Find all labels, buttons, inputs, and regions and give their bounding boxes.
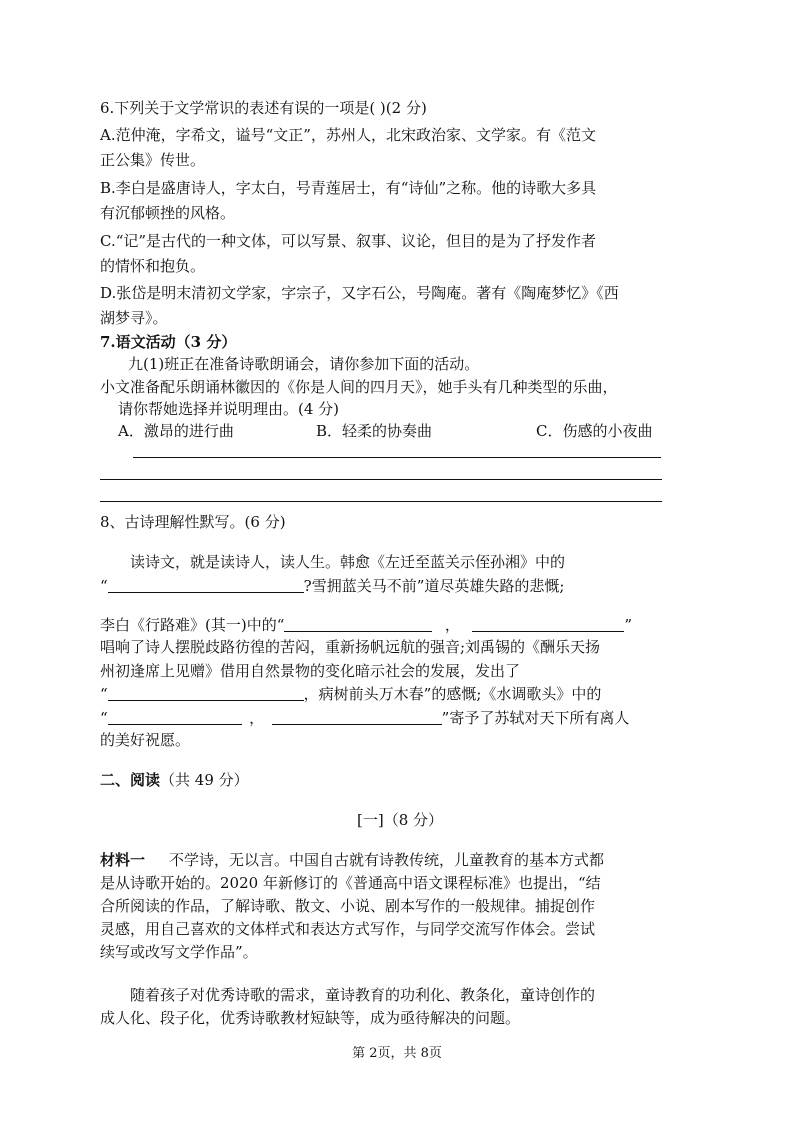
q8-line7 [100, 708, 629, 728]
q7-option-c: C．伤感的小夜曲 [536, 422, 653, 440]
q7-intro: 九(1)班正在准备诗歌朗诵会，请你参加下面的活动。 [128, 355, 480, 373]
q7-question-line2: 请你帮她选择并说明理由。(4 分) [118, 400, 340, 418]
section2-sub-heading: [一]（8 分） [357, 811, 444, 829]
blank-3[interactable] [472, 616, 624, 632]
open-quote: “ [100, 577, 108, 595]
q8-line3-text: 李白《行路难》(其一)中的“ [100, 616, 285, 634]
page-footer: 第 2页，共 8页 [352, 1046, 442, 1061]
q8-line8: 的美好祝愿。 [100, 731, 191, 749]
q6-stem: 6.下列关于文学常识的表述有误的一项是( )(2 分) [100, 99, 427, 117]
q6-option-c-line1: C.“记”是古代的一种文体，可以写景、叙事、议论，但目的是为了抒发作者 [100, 232, 597, 250]
section2-title: 二、阅读 [100, 771, 161, 789]
q6-option-c-line2: 的情怀和抱负。 [100, 257, 206, 275]
open-quote: “ [100, 709, 108, 727]
answer-line-1[interactable] [133, 457, 661, 458]
q8-line6-text: ，病树前头万木春”的感慨;《水调歌头》中的 [303, 685, 602, 703]
q7-option-a: A．激昂的进行曲 [118, 422, 234, 440]
q7-title: 7.语文活动（3 分） [100, 333, 237, 351]
comma: ， [249, 709, 265, 727]
q8-title: 8、古诗理解性默写。(6 分) [100, 513, 286, 531]
q6-option-a-line1: A.范仲淹，字希文，谥号“文正”，苏州人，北宋政治家、文学家。有《范文 [100, 126, 596, 144]
material1-line3: 合所阅读的作品，了解诗歌、散文、小说、剧本写作的一般规律。捕捉创作 [100, 897, 596, 915]
blank-4[interactable] [108, 685, 304, 701]
q7-question-line1: 小文准备配乐朗诵林徽因的《你是人间的四月天》，她手头有几种类型的乐曲， [100, 378, 618, 396]
comma: ， [444, 616, 460, 634]
q6-option-d-line1: D.张岱是明末清初文学家，字宗子，又字石公，号陶庵。著有《陶庵梦忆》《西 [100, 284, 619, 302]
material1-para2-line1: 随着孩子对优秀诗歌的需求，童诗教育的功利化、教条化，童诗创作的 [130, 986, 596, 1004]
section2-points: （共 49 分） [160, 771, 249, 789]
q8-line1: 读诗文，就是读诗人，读人生。韩愈《左迁至蓝关示侄孙湘》中的 [130, 553, 566, 571]
answer-line-3[interactable] [100, 501, 662, 502]
q8-line6 [100, 684, 601, 704]
material1-line1 [100, 850, 604, 870]
q6-option-b-line2: 有沉郁顿挫的风格。 [100, 204, 236, 222]
blank-1[interactable] [108, 577, 304, 593]
q7-option-b: B．轻柔的协奏曲 [316, 422, 433, 440]
blank-5[interactable] [108, 709, 242, 725]
answer-line-2[interactable] [100, 479, 662, 480]
q8-line5: 州初逢席上见赠》借用自然景物的变化暗示社会的发展，发出了 [100, 662, 521, 680]
q8-line2 [100, 576, 564, 596]
section2-heading [100, 770, 249, 790]
material1-line2: 是从诗歌开始的。2020 年新修订的《普通高中语文课程标准》也提出，“结 [100, 874, 601, 892]
material1-para2-line2: 成人化、段子化，优秀诗歌教材短缺等，成为亟待解决的问题。 [100, 1009, 521, 1027]
q8-line4: 唱响了诗人摆脱歧路彷徨的苦闷，重新扬帆远航的强音;刘禹锡的《酬乐天扬 [100, 638, 601, 656]
blank-2[interactable] [284, 616, 432, 632]
q6-option-b-line1: B.李白是盛唐诗人，字太白，号青莲居士，有“诗仙”之称。他的诗歌大多具 [100, 179, 597, 197]
q6-option-d-line2: 湖梦寻》。 [100, 309, 168, 327]
q8-line7-text: ”寄予了苏轼对天下所有离人 [441, 709, 630, 727]
material1-line1-text: 不学诗，无以言。中国自古就有诗教传统，儿童教育的基本方式都 [169, 851, 605, 869]
close-quote: ” [624, 616, 633, 634]
material1-label: 材料一 [100, 851, 146, 869]
q8-line3 [100, 615, 632, 635]
q8-line2-text: ?雪拥蓝关马不前”道尽英雄失路的悲慨; [303, 577, 565, 595]
material1-line5: 续写或改写文学作品”。 [100, 943, 258, 961]
q6-option-a-line2: 正公集》传世。 [100, 151, 206, 169]
blank-6[interactable] [272, 709, 442, 725]
material1-line4: 灵感，用自己喜欢的文体样式和表达方式写作，与同学交流写作体会。尝试 [100, 920, 596, 938]
open-quote: “ [100, 685, 108, 703]
